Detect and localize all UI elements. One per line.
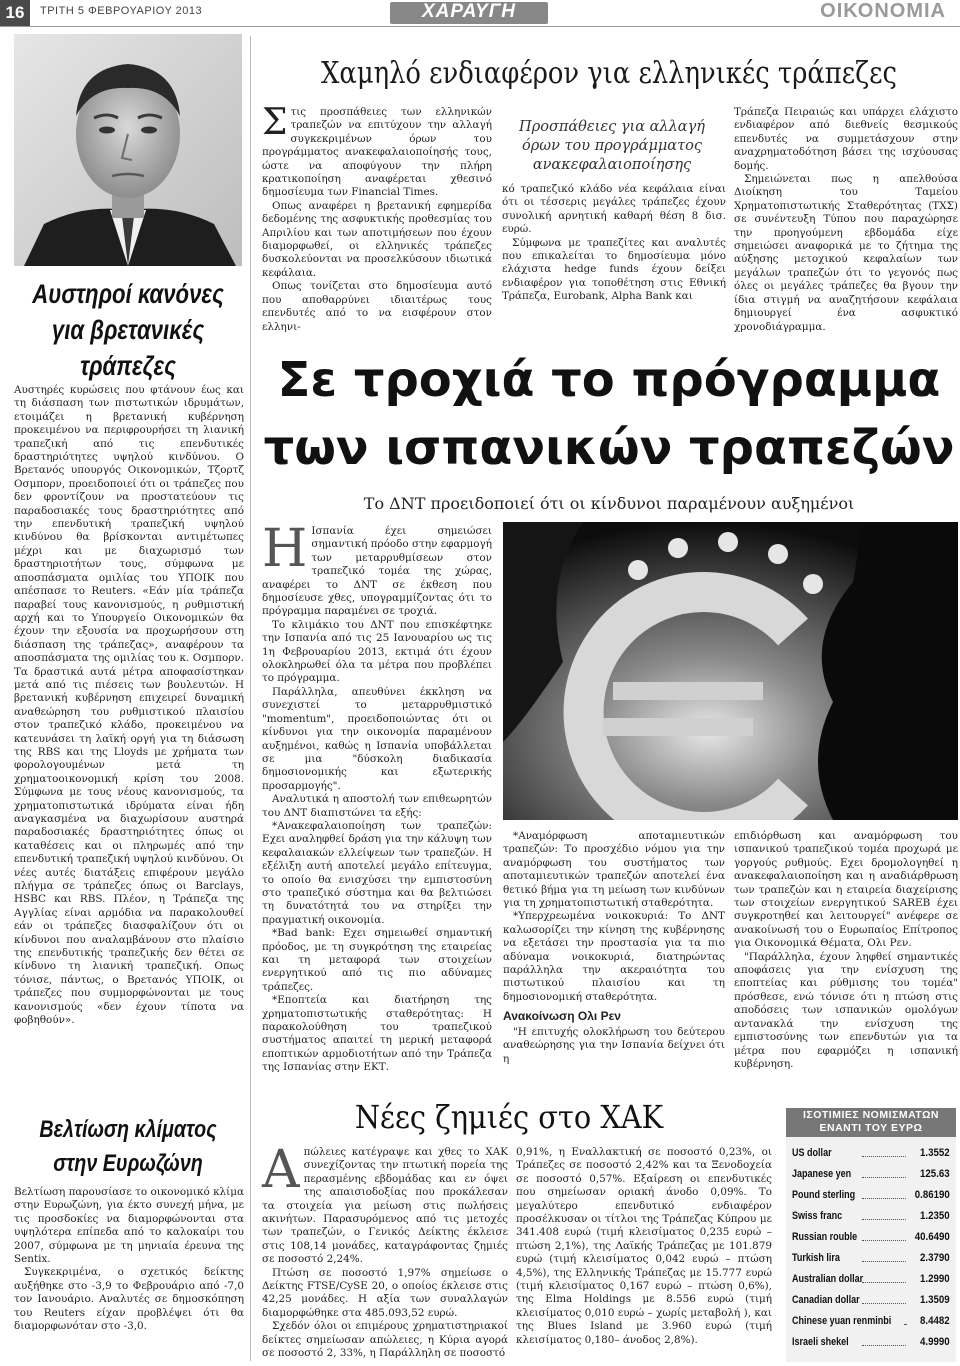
paragraph: Τράπεζα Πειραιώς και υπάρχει ελάχιστο ενδιαφέρον από διεθνείς θεσμικούς επενδυτές να συμμετάσχουν στην αναχρηματοδότηση βάσει της ισχύουσας δομής. <box>734 106 958 172</box>
newspaper-logo: ΧΑΡΑΥΓΗ <box>421 1 517 22</box>
left-article-body <box>14 384 244 1028</box>
left-subtitle-line: Βελτίωση κλίματος <box>39 1116 217 1143</box>
rate-row <box>792 1333 950 1353</box>
top-article-column-3 <box>734 106 958 334</box>
section-title: ΟΙΚΟΝΟΜΙΑ <box>820 0 946 22</box>
paragraph: *Εποπτεία και διατήρηση της χρηματοπιστωτικής σταθερότητας: Η παρακολούθηση του τραπεζικού συστήματος απαιτεί τη μερική μεταφορά εποπτικών αρμοδιοτήτων από την Τράπεζα της Ισπανίας στην ΕΚΤ. <box>262 994 492 1074</box>
rate-row <box>792 1144 950 1164</box>
rate-row <box>792 1228 950 1248</box>
currency-rate: 125.63 <box>920 1168 950 1180</box>
paragraph: Πτώση σε ποσοστό 1,97% σημείωσε ο Δείκτης FTSE/CySE 20, ο οποίος έκλεισε στις 42,25 μονάδες. Η αξία των συναλλαγών διαμορφώθηκε στα 485.093,52 ευρώ. <box>262 1266 508 1319</box>
rate-row <box>792 1291 950 1311</box>
currency-name: Israeli shekel <box>792 1336 849 1348</box>
top-article-title: Χαμηλό ενδιαφέρον για ελληνικές τράπεζες <box>321 56 897 91</box>
paragraph: Οπως τονίζεται στο δημοσίευμα αυτό που αποθαρρύνει ιδιαιτέρως τους επενδυτές από το να εισφέρουν στον ελληνι- <box>262 280 492 333</box>
currency-rate: 8.4482 <box>920 1315 950 1327</box>
currency-name: US dollar <box>792 1147 832 1159</box>
paragraph: Αναλυτικά η αποστολή των επιθεωρητών του ΔΝΤ διαπιστώνει τα εξής: <box>262 793 492 819</box>
issue-date: ΤΡΙΤΗ 5 ΦΕΒΡΟΥΑΡΙΟΥ 2013 <box>40 5 203 17</box>
page-number: 16 <box>0 0 30 26</box>
paragraph: Συγκεκριμένα, ο σχετικός δείκτης αυξήθηκε στο -3,9 το Φεβρουάριο από -7,0 τον Ιανουάριο. Αναλυτές σε δημοσκόπηση του Reuters είχαν προβλέψει ότι θα διαμορφωνόταν στο -3,0. <box>14 1266 244 1333</box>
lead-paragraph <box>262 102 492 200</box>
spain-column-1 <box>262 519 492 1075</box>
currency-rate: 40.6490 <box>915 1231 950 1243</box>
currency-rate: 1.2350 <box>920 1210 950 1222</box>
currency-name: Japanese yen <box>792 1168 852 1180</box>
rates-title-line: ΙΣΟΤΙΜΙΕΣ ΝΟΜΙΣΜΑΤΩΝ <box>803 1109 939 1121</box>
top-article-column-2 <box>502 183 726 304</box>
left-subtitle-line: στην Ευρωζώνη <box>53 1150 203 1177</box>
paragraph: κό τραπεζικό κλάδο νέα κεφάλαια είναι ότι οι τέσσερις μεγάλες τράπεζες έχουν συνολική αρνητική καθαρή θέση 8 δισ. ευρώ. <box>502 183 726 236</box>
rate-row <box>792 1270 950 1290</box>
paragraph: Αυστηρές κυρώσεις που φτάνουν έως και τη διάσπαση των πιστωτικών ιδρυμάτων, ετοιμάζει η βρετανική κυβέρνηση προκειμένου να περιφρουρήσει τη λιανική τραπεζική από τις επενδυτικές δραστηριότητες υψηλού κινδύνου. Ο Βρετανός υπουργός Οικονομικών, Τζορτζ Οσμπορν, προειδοποιεί ότι οι τράπεζες που δεν φροντίζουν να προστατεύουν τις παραδοσιακές τους δραστηριότητες από την επενδυτική τραπεζική υψηλού κινδύνου θα βρίσκονται αντιμέτωπες μέχρι και με διαχωρισμό των δραστηριοτήτων τους, σύμφωνα με αποσπάσματα ομιλίας του ΥΠΟΙΚ που απέσπασε το Reuters. «Εάν μία τράπεζα παραβεί τους κανονισμούς, η ρυθμιστική αρχή και το Υπουργείο Οικονομικών θα έχουν την εξουσία να προχωρήσουν στη διάσπαση της τράπεζας», αναφέρουν τα αποσπάσματα της ομιλίας του κ. Οσμπορν. Τα δραστικά αυτά μέτρα αποφασίστηκαν μετά από τις πιέσεις των βουλευτών. Η βρετανική κυβέρνηση επιχειρεί δυναμική αναθεώρηση του ρυθμιστικού πλαισίου στον τραπεζικό κλάδο, προκειμένου να κατευνάσει τη λαϊκή οργή για τη διάσωση της RBS και της Lloyds με χρήματα των φορολογουμένων μετά τη χρηματοοικονομική κρίση του 2008. Σύμφωνα με τους νέους κανονισμούς, τα χρηματοπιστωτικά ιδρύματα είναι ήδη αναγκασμένα να διαχωρίσουν αυστηρά παραδοσιακές δραστηριότητες όπως οι καταθέσεις και οι πληρωμές από την επενδυτική τραπεζική υψηλού κινδύνου. Οι νέες αυτές διατάξεις επιφέρουν μεγάλο πλήγμα σε τράπεζες όπως οι Barclays, HSBC και RBS. Πλέον, η Τράπεζα της Αγγλίας είναι αρμόδια να παρακολουθεί εάν οι τράπεζες διασφαλίζουν ότι οι κίνδυνοι που αναλαμβάνουν στο πλαίσιο της επενδυτικής τραπεζικής δεν θέτει σε κίνδυνο τη λιανική τραπεζική. Οπως τόνισε, πάντως, ο Βρετανός ΥΠΟΙΚ, οι τράπεζες που συμμορφώνονται με τους κανονισμούς «δεν έχουν τίποτα να φοβηθούν». <box>14 384 244 1027</box>
dropcap: Σ <box>262 102 288 143</box>
paragraph: "Παράλληλα, έχουν ληφθεί σημαντικές αποφάσεις για την ενίσχυση της εποπτείας και ρύθμισης του τομέα" πρόσθεσε, ενώ τόνισε ότι η πτώση στις αποδόσεις των ισπανικών ομολόγων αντανακλά την ενίσχυση της εμπιστοσύνης των επενδυτών για τα μέτρα που εφαρμόζει η ισπανική κυβέρνηση. <box>734 950 958 1070</box>
paragraph: Παράλληλα, απευθύνει έκκληση να συνεχιστεί το μεταρρυθμιστικό "momentum", προειδοποιώντας ότι οι κίνδυνοι για την οικονομία παραμένουν αυξημένοι, καθώς η Ισπανία υποβάλλεται σε μια "δύσκολη διαδικασία δημοσιονομικής και εξωτερικής προσαρμογής". <box>262 685 492 792</box>
left-article-title <box>23 276 233 384</box>
currency-name: Chinese yuan renminbi <box>792 1315 892 1327</box>
currency-rate: 1.2990 <box>920 1273 950 1285</box>
rate-row <box>792 1249 950 1269</box>
currency-name: Russian rouble <box>792 1231 858 1243</box>
paragraph: Σύμφωνα με τραπεζίτες και αναλυτές που επικαλείται το δημοσίευμα μόνο ελάχιστα hedge funds έχουν δείξει ενδιαφέρον για τοποθέτηση στις Εθνική Τράπεζα, Eurobank, Alpha Bank και <box>502 236 726 303</box>
paragraph: *Bad bank: Εχει σημειωθεί σημαντική πρόοδος, με τη συγκρότηση της εταιρείας και τη μεταφορά των στοιχείων ενεργητικού από τις πιο αδύναμες τράπεζες. <box>262 927 492 993</box>
currency-rate: 0.86190 <box>915 1189 950 1201</box>
paragraph: 0,91%, η Εναλλακτική σε ποσοστό 0,23%, οι Τράπεζες σε ποσοστό 2,42% και τα Ξενοδοχεία σε ποσοστό 0,57%. Εξαίρεση οι επενδυτικές που σημείωσαν οριακή άνοδο 0,09%. Το μεγαλύτερο επενδυτικό ενδιαφέρον προσέλκυσαν οι τίτλοι της Τράπεζας Κύπρου με 341.408 ευρώ (τιμή κλεισίματος 0,235 ευρώ – πτώση 2,1%), της Λαϊκής Τράπεζας με 101.879 ευρώ (τιμή κλεισίματος 0,042 ευρώ – πτώση 4,5%), της Ελληνικής Τράπεζας με 15.777 ευρώ (τιμή κλεισίματος 0,167 ευρώ – πτώση 0,6%), της Elma Holdings με 8.556 ευρώ (τιμή κλεισίματος 0,010 ευρώ – χωρίς μεταβολή ), και της Blues Island με 3.960 ευρώ (τιμή κλεισίματος 0,180– άνοδος 2,8%). <box>516 1146 772 1346</box>
paragraph: *Αναμόρφωση αποταμιευτικών τραπεζών: Το προσχέδιο νόμου για την αναμόρφωση του συστήματος των αποταμιευτικών τραπεζών αποτελεί ένα θετικό βήμα για τη μείωση των κινδύνων για τη χρηματοπιστωτική σταθερότητα. <box>503 830 725 910</box>
spain-column-3 <box>734 830 958 1071</box>
currency-rate: 1.3552 <box>920 1147 950 1159</box>
header-divider <box>0 26 960 27</box>
paragraph: επιδιόρθωση και αναμόρφωση του ισπανικού τραπεζικού τομέα προχωρά με γοργούς ρυθμούς. Εχει δρομολογηθεί η ανακεφαλαιοποίηση και η αναδιάρθρωση των τραπεζών και η εταιρεία διαχείρισης των στοιχείων ενεργητικού SAREB έχει συγκροτηθεί και λειτουργεί" ανέφερε σε ανακοίνωσή του ο Ευρωπαίος Επίτροπος για Οικονομικά Θέματα, Ολι Ρεν. <box>734 830 958 950</box>
rate-row <box>792 1186 950 1206</box>
column-divider <box>250 36 251 1361</box>
currency-rate: 4.9990 <box>920 1336 950 1348</box>
rates-title-line: ΕΝΑΝΤΙ ΤΟΥ ΕΥΡΩ <box>819 1122 923 1134</box>
paragraph: Σημειώνεται πως η απελθούσα Διοίκηση του Ταμείου Χρηματοπιστωτικής Σταθερότητας (ΤΧΣ) σε συνέντευξη Τύπου που παραχώρησε την προηγούμενη εβδομάδα είχε σημειώσει αναφορικά με το ζήτημα της αύξησης μετοχικού κεφαλαίων των μεγάλων τραπεζών ότι το γεγονός πως όλες οι μεγάλες τράπεζες θα βγουν την ίδια στιγμή να αναζητήσουν κεφάλαια δημιουργεί ένα ασφυκτικό χρονοδιάγραμμα. <box>734 173 958 333</box>
paragraph: Βελτίωση παρουσίασε το οικονομικό κλίμα στην Ευρωζώνη, για έκτο συνεχή μήνα, με τις προσδοκίες να διαμορφώνονται στα υψηλότερα επίπεδα από το καλοκαίρι του 2007, σύμφωνα με τη μηνιαία έρευνα της Sentix. <box>14 1186 244 1266</box>
spain-column-2 <box>503 830 725 1066</box>
lead-paragraph <box>262 519 492 619</box>
left-title-line: για βρετανικές <box>51 315 205 345</box>
paragraph: Οπως αναφέρει η βρετανική εφημερίδα δεδομένης της ασφυκτικής προθεσμίας του Απριλίου και των αποτιμήσεων που έχουν διαμορφωθεί, οι ελληνικές τράπεζες δυσκολεύονται να προσελκύσουν ιδιωτικά κεφάλαια. <box>262 199 492 279</box>
lead-text: Ισπανία έχει σημειώσει σημαντική πρόοδο στην εφαρμογή των μεταρρυθμίσεων στον τραπεζικό τομέα της χώρας, αναφέρει το ΔΝΤ σε έκθεση που δημοσίευσε χθες, υπογραμμίζοντας ότι το πρόγραμμα παραμένει σε τροχιά. <box>262 525 492 618</box>
left-subtitle <box>23 1113 233 1181</box>
subheading: Ανακοίνωση Ολι Ρεν <box>503 1009 621 1024</box>
cse-article-title: Νέες ζημιές στο ΧΑΚ <box>354 1098 664 1136</box>
currency-name: Canadian dollar <box>792 1294 860 1306</box>
left-article-body-2 <box>14 1186 244 1333</box>
portrait-image <box>14 34 242 266</box>
paragraph: *Ανακεφαλαιοποίηση των τραπεζών: Εχει αναληφθεί δράση για την κάλυψη των κεφαλαιακών ελλείψεων των τραπεζών. Η εξέλιξη αυτή αποτελεί μεγάλο επίτευγμα, το οποίο θα ενισχύσει την εμπιστοσύνη στο τραπεζικό σύστημα και θα βελτιώσει τη δυνατότητά του να στηρίξει την πραγματική οικονομία. <box>262 819 492 926</box>
dropcap: Α <box>262 1140 300 1200</box>
paragraph: Το κλιμάκιο του ΔΝΤ που επισκέφτηκε την Ισπανία από τις 25 Ιανουαρίου ως τις 1η Φεβρουαρίου 2013, εκτιμά ότι έχουν ολοκληρωθεί όλα τα μέτρα που προβλέπει το πρόγραμμα. <box>262 618 492 685</box>
euro-sculpture-photo <box>503 522 958 820</box>
left-title-line: Αυστηροί κανόνες <box>32 279 224 309</box>
paragraph: "Η επιτυχής ολοκλήρωση του δεύτερου αναθεώρησης για την Ισπανία δείχνει ότι η <box>503 1025 725 1065</box>
lead-text: τις προσπάθειες των ελληνικών τραπεζών να επιτύχουν την αλλαγή συγκεκριμένων όρων του προγράμματος ανακεφαλαιοποίησής τους, ώστε να αποφύγουν την πλήρη κρατικοποίηση αναφέρεται χθεσινό δημοσίευμα των Financial Times. <box>262 106 492 199</box>
currency-name: Swiss franc <box>792 1210 843 1222</box>
currency-name: Pound sterling <box>792 1189 856 1201</box>
rate-row <box>792 1165 950 1185</box>
currency-name: Australian dollar <box>792 1273 864 1285</box>
lead-text: πώλειες κατέγραψε και χθες το ΧΑΚ συνεχίζοντας την πτωτική πορεία της περασμένης εβδομάδας και εν όψει της απαισιοδοξίας που προκάλεσαν τα στοιχεία για μείωση στις πωλήσεις ακινήτων. Παρασυρόμενος από τις μετοχές των τραπεζών, ο Γενικός Δείκτης έκλεισε στις 108,14 μονάδες, καταγράφοντας ζημιές σε ποσοστό 2,24%. <box>262 1146 508 1266</box>
currency-rate: 2.3790 <box>920 1252 950 1264</box>
paragraph: *Υπερχρεωμένα νοικοκυριά: Το ΔΝΤ καλωσορίζει την κίνηση της κυβέρνησης να εξετάσει την προστασία για τα πιο αδύναμα νοικοκυριά, διατηρώντας παράλληλα την ακεραιότητα του πιστωτικού πλαισίου και τη δημοσιονομική σταθερότητα. <box>503 910 725 1003</box>
spain-subtitle: Το ΔΝΤ προειδοποιεί ότι οι κίνδυνοι παραμένουν αυξημένοι <box>363 494 855 513</box>
dropcap: Η <box>262 519 308 579</box>
paragraph: Σχεδόν όλοι οι επιμέρους χρηματιστηριακοί δείκτες σημείωσαν απώλειες, η Κύρια αγορά σε ποσοστό 2, 33%, η Παράλληλη σε ποσοστό <box>262 1320 508 1360</box>
currency-name: Turkish lira <box>792 1252 840 1264</box>
spain-headline-line-2: των ισπανικών τραπεζών <box>263 420 955 476</box>
rate-row <box>792 1207 950 1227</box>
exchange-rates-header <box>786 1108 956 1137</box>
cse-column-1 <box>262 1140 508 1361</box>
pull-quote: Προσπάθειες για αλλαγή όρων του προγράμματος ανακεφαλαιοποίησης <box>519 119 705 173</box>
top-article-column-1 <box>262 102 492 334</box>
osborne-photo <box>14 34 242 266</box>
cse-column-2 <box>516 1146 772 1347</box>
euro-sign-image <box>503 522 958 820</box>
currency-rate: 1.3509 <box>920 1294 950 1306</box>
lead-paragraph <box>262 1140 508 1267</box>
spain-headline-line-1: Σε τροχιά το πρόγραμμα <box>277 352 941 408</box>
left-title-line: τράπεζες <box>80 351 176 381</box>
rate-row <box>792 1312 950 1332</box>
